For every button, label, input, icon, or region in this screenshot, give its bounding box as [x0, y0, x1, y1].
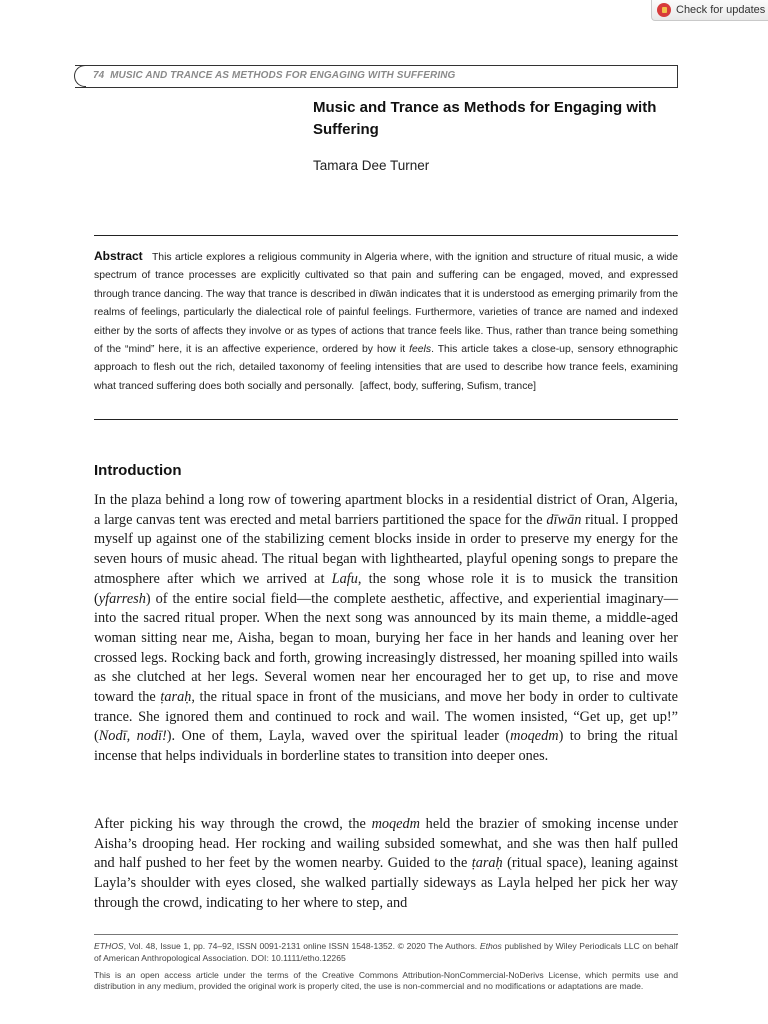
abstract-text-2: . This article takes a close-up, sensory ethnographic approach to flesh out the rich, detailed taxonomy of feeling intensities that are used to describe how trance feels, examining what tranced suffering does both socially and personally.: [94, 344, 678, 392]
body-paragraph-1: In the plaza behind a long row of towering apartment blocks in a residential district of Oran, Algeria, a large canvas tent was erected and metal barriers partitioned the space for the dīwān ritual. I propped myself up against one of the stabilizing cement blocks inside in order to preserve my energy for the seven hours of music ahead. The ritual began with lighthearted, playful opening songs to prepare the atmosphere after which we arrived at Lafu, the song whose role it is to musick the transition (yfarresh) of the entire social field—the complete aesthetic, affective, and experiential imaginary—into the sacred ritual proper. When the next song was announced by its main theme, a middle-aged woman sitting near me, Aisha, began to moan, burying her face in her hands and leaning over her crossed legs. Rocking back and forth, growing increasingly distressed, her moaning spilled into wails as she clutched at her legs. Several women near her encouraged her to get up, to rise and move toward the ṭaraḥ, the ritual space in front of the musicians, and move her body in order to cultivate trance. She ignored them and continued to rock and wail. The women insisted, “Get up, get up!” (Nodī, nodī!). One of them, Layla, waved over the spiritual leader (moqedm) to bring the ritual incense that helps individuals in borderline states to transition into deeper ones.: [94, 492, 678, 765]
abstract-keywords: [affect, body, suffering, Sufism, trance]: [359, 380, 537, 392]
article-author: Tamara Dee Turner: [313, 158, 430, 173]
section-heading-introduction: Introduction: [94, 462, 182, 479]
abstract-bottom-rule: [94, 419, 678, 420]
abstract-text-feels: feels: [409, 344, 432, 356]
abstract: [94, 247, 678, 396]
running-header: [75, 65, 678, 88]
citation-note: ETHOS, Vol. 48, Issue 1, pp. 74–92, ISSN 0091-2131 online ISSN 1548-1352. © 2020 The Authors. Ethos published by Wiley Periodicals LLC on behalf of American Anthropological Association. DOI: 10.1111/etho.12265: [94, 938, 678, 965]
page-footer: [94, 938, 678, 993]
check-for-updates-label: Check for updates: [676, 4, 766, 16]
check-for-updates-button[interactable]: [651, 0, 768, 21]
license-note: This is an open access article under the terms of the Creative Commons Attribution-NonCommercial-NoDerivs License, which permits use and distribution in any medium, provided the original work is properly cited, the use is non-commercial and no modifications or adaptations are made.: [94, 969, 678, 992]
abstract-top-rule: [94, 235, 678, 236]
page-number: 74: [93, 70, 105, 81]
abstract-text-1: This article explores a religious community in Algeria where, with the ignition and structure of ritual music, a wide spectrum of trance processes are explicitly cultivated so that pain and suffering can be engaged, moved, and expressed through trance dancing. The way that trance is described in dīwān indicates that it is understood as emerging primarily from the realms of feelings, particularly the dialectical role of painful feelings. Furthermore, varieties of trance are named and indexed either by the sorts of affects they involve or as types of actions that trance feels like. Thus, rather than trance being something of the “mind” here, it is an affective experience, ordered by how it: [94, 252, 678, 356]
article-title: Music and Trance as Methods for Engaging with Suffering: [313, 99, 657, 138]
running-header-title: MUSIC AND TRANCE AS METHODS FOR ENGAGING WITH SUFFERING: [110, 70, 456, 81]
abstract-label: Abstract: [94, 249, 143, 263]
body-paragraph-2: After picking his way through the crowd, the moqedm held the brazier of smoking incense under Aisha’s drooping head. Her rocking and wailing subsided somewhat, and she was then half pulled and half pushed to her feet by the women nearby. Guided to the ṭaraḥ (ritual space), leaning against Layla’s shoulder with eyes closed, she walked partially sideways as Layla helped her pick her way through the crowd, indicating to her where to step, and: [94, 816, 678, 911]
crossmark-icon: [657, 3, 671, 17]
